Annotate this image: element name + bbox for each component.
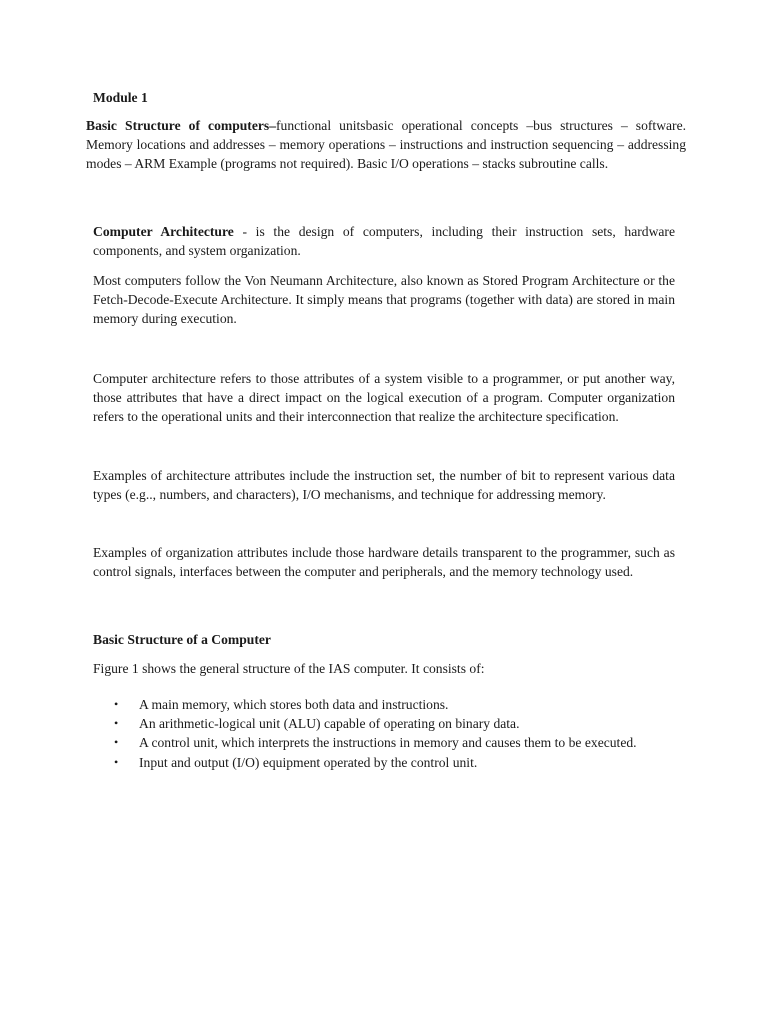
list-item-text: Input and output (I/O) equipment operated by the control unit. <box>139 754 478 770</box>
organization-examples-paragraph: Examples of organization attributes include those hardware details transparent to the programmer, such as control signals, interfaces between the computer and peripherals, and the memory technology used. <box>93 545 675 580</box>
list-item <box>112 753 675 772</box>
list-item-text: A main memory, which stores both data and instructions. <box>139 697 449 712</box>
bullet-icon: • <box>114 754 119 769</box>
syllabus-heading: Basic Structure of computers– <box>86 118 276 133</box>
syllabus-text: functional unitsbasic operational concepts –bus structures – software. Memory locations and addresses – memory operations – instructions and instruction sequencing – addressing modes – ARM Example (programs not required). Basic I/O operations – stacks subroutine calls. <box>86 118 687 172</box>
architecture-vs-organization-paragraph: Computer architecture refers to those attributes of a system visible to a programmer, or put another way, those attributes that have a direct impact on the logical execution of a program. Computer organization refers to the operational units and their interconnection that realize the architecture specification. <box>93 371 675 425</box>
list-item <box>112 695 675 714</box>
bullet-icon: • <box>114 735 119 750</box>
list-item-text: An arithmetic-logical unit (ALU) capable of operating on binary data. <box>139 716 520 732</box>
bullet-icon: • <box>114 697 119 711</box>
architecture-examples-paragraph: Examples of architecture attributes include the instruction set, the number of bit to represent various data types (e.g.., numbers, and characters), I/O mechanisms, and technique for addressing memory. <box>93 468 675 503</box>
list-item <box>112 714 675 733</box>
architecture-term: Computer Architecture <box>93 224 234 239</box>
architecture-definition <box>93 222 675 260</box>
module-title: Module 1 <box>93 90 148 105</box>
bullet-icon: • <box>114 716 119 731</box>
figure-intro-paragraph: Figure 1 shows the general structure of the IAS computer. It consists of: <box>93 661 485 676</box>
components-list <box>112 695 675 772</box>
von-neumann-paragraph: Most computers follow the Von Neumann Architecture, also known as Stored Program Architecture or the Fetch-Decode-Execute Architecture. It simply means that programs (together with data) are stored in main memory during execution. <box>93 273 675 327</box>
section-heading: Basic Structure of a Computer <box>93 632 271 647</box>
list-item-text: A control unit, which interprets the instructions in memory and causes them to be executed. <box>139 735 637 751</box>
list-item <box>112 733 675 752</box>
architecture-definition-text: - is the design of computers, including their instruction sets, hardware components, and system organization. <box>93 224 675 259</box>
syllabus-paragraph <box>86 116 686 174</box>
